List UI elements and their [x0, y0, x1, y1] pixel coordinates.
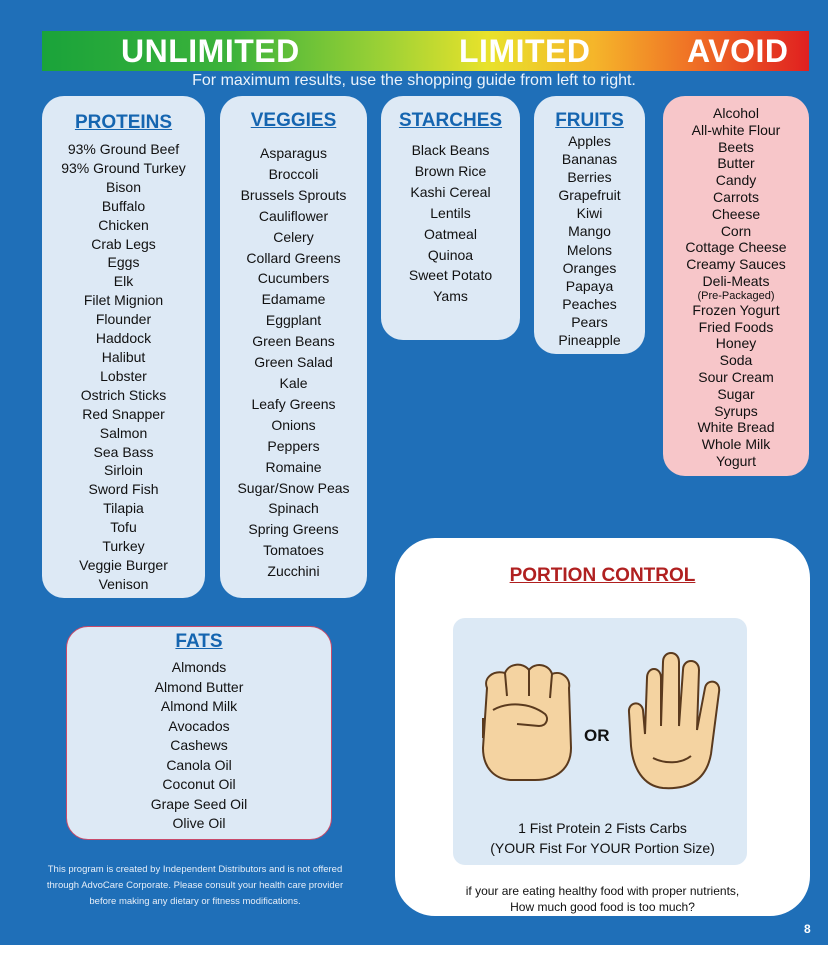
list-item: Frozen Yogurt — [692, 301, 780, 318]
list-item: Flounder — [95, 311, 152, 328]
list-item: Kale — [279, 374, 308, 391]
list-item: Green Salad — [254, 354, 333, 371]
list-item: Oranges — [562, 259, 617, 276]
list-item: Cheese — [711, 205, 761, 222]
list-item: Apples — [568, 133, 611, 149]
list-item: Spinach — [268, 500, 319, 517]
list-item: Onions — [271, 416, 316, 433]
limited-label: LIMITED — [459, 33, 591, 69]
list-item: Peppers — [267, 437, 320, 454]
list-item: Leafy Greens — [251, 395, 336, 412]
fruits-column — [534, 96, 645, 354]
list-item: All-white Flour — [691, 121, 781, 138]
list-item: Spring Greens — [248, 521, 339, 538]
disclaimer: This program is created by Independent Distributors and is not offered through AdvoCare Corporate. Please consult your health care provider before making any dietary or fitness modifications. — [46, 864, 344, 907]
portion-rule-line2: (YOUR Fist For YOUR Portion Size) — [490, 840, 715, 856]
list-item: Crab Legs — [91, 235, 156, 252]
list-item: Halibut — [101, 348, 146, 365]
fats-title: FATS — [175, 631, 223, 652]
list-item: Mango — [568, 223, 611, 240]
avoid-column — [663, 96, 809, 476]
starches-column — [381, 96, 520, 340]
proteins-title: PROTEINS — [74, 112, 173, 133]
list-item: Pears — [571, 313, 608, 330]
list-item: Ostrich Sticks — [80, 386, 167, 403]
list-item: Creamy Sauces — [686, 256, 786, 273]
fats-list — [67, 658, 331, 834]
list-item: Sword Fish — [88, 481, 159, 498]
list-item: Fried Foods — [698, 318, 774, 335]
list-item: Haddock — [95, 330, 152, 347]
list-item: Oatmeal — [424, 225, 477, 242]
list-item: Corn — [720, 222, 752, 239]
list-item: Chicken — [98, 216, 149, 233]
list-item: Filet Mignion — [83, 292, 164, 309]
portion-question-line1: if your are eating healthy food with proper nutrients, — [465, 884, 740, 898]
portion-control-title: PORTION CONTROL — [509, 565, 696, 586]
list-item: Tilapia — [103, 500, 144, 517]
list-item: Cauliflower — [258, 207, 329, 224]
list-item: Romaine — [265, 458, 322, 475]
unlimited-label: UNLIMITED — [121, 33, 300, 69]
list-item: Elk — [113, 273, 134, 290]
list-item: Lobster — [100, 367, 147, 384]
list-item: Eggplant — [265, 312, 322, 329]
list-item: Yams — [433, 288, 468, 305]
list-item: Olive Oil — [172, 815, 226, 831]
list-item: Yogurt — [716, 452, 756, 469]
category-gradient-bar — [42, 31, 809, 71]
list-item: Papaya — [565, 277, 614, 294]
list-item: Butter — [717, 155, 755, 172]
list-item: Kiwi — [576, 205, 603, 222]
list-item: Soda — [719, 352, 753, 369]
starches-list — [381, 140, 520, 307]
list-item: Cottage Cheese — [685, 239, 787, 256]
list-item: Kashi Cereal — [410, 183, 491, 200]
or-label: OR — [584, 726, 610, 745]
list-item: Sweet Potato — [408, 267, 493, 284]
list-item: Carrots — [713, 188, 759, 205]
list-item: Cashews — [170, 737, 228, 753]
list-item: Peaches — [562, 295, 617, 312]
fist-icon — [483, 665, 571, 780]
list-item: Cucumbers — [257, 270, 330, 287]
list-item: Sugar/Snow Peas — [237, 479, 350, 496]
list-item: Asparagus — [260, 145, 327, 161]
open-hand-icon — [629, 653, 719, 788]
list-item: 93% Ground Turkey — [61, 159, 186, 176]
list-item: Brussels Sprouts — [240, 186, 347, 203]
starches-title: STARCHES — [398, 110, 503, 131]
veggies-list — [220, 143, 367, 582]
list-item: Coconut Oil — [162, 776, 236, 792]
list-item: Almond Butter — [154, 678, 244, 695]
fats-column — [66, 626, 332, 840]
list-item: Honey — [715, 335, 757, 352]
list-item: Red Snapper — [82, 405, 165, 422]
list-item: Salmon — [99, 424, 148, 441]
list-item: Celery — [273, 228, 314, 245]
list-item: Almond Milk — [160, 698, 238, 714]
list-item: Black Beans — [411, 142, 490, 158]
list-item: Candy — [715, 172, 757, 189]
list-item: Deli-Meats — [702, 272, 770, 289]
avoid-list — [663, 105, 809, 470]
list-item: Broccoli — [268, 165, 319, 182]
list-item: 93% Ground Beef — [67, 141, 180, 157]
page-number: 8 — [804, 922, 811, 936]
list-item: Avocados — [168, 717, 230, 734]
list-item: Lentils — [430, 204, 471, 221]
list-item: Tomatoes — [263, 542, 324, 559]
list-item: Collard Greens — [246, 249, 341, 266]
veggies-column — [220, 96, 367, 598]
list-item: Eggs — [107, 254, 140, 271]
proteins-column — [42, 96, 205, 598]
list-item: Turkey — [102, 538, 145, 555]
portion-control-panel — [395, 538, 810, 916]
list-item: Quinoa — [427, 246, 474, 263]
list-item: White Bread — [697, 419, 775, 436]
list-item: Buffalo — [101, 197, 146, 214]
list-item: Green Beans — [252, 333, 335, 350]
list-item: Sour Cream — [698, 368, 774, 385]
list-item: Grapefruit — [558, 187, 621, 204]
list-item: Bananas — [561, 151, 618, 168]
list-item: Whole Milk — [701, 436, 771, 453]
veggies-title: VEGGIES — [250, 110, 337, 131]
list-item: Venison — [98, 575, 149, 592]
list-item: (Pre-Packaged) — [697, 289, 775, 302]
proteins-list — [42, 140, 205, 594]
portion-rule-line1: 1 Fist Protein 2 Fists Carbs — [518, 820, 687, 836]
list-item: Veggie Burger — [79, 556, 168, 573]
list-item: Grape Seed Oil — [150, 795, 248, 812]
list-item: Canola Oil — [166, 756, 232, 773]
list-item: Berries — [567, 169, 612, 186]
fruits-list — [534, 132, 645, 349]
list-item: Zucchini — [267, 563, 320, 580]
avoid-label: AVOID — [687, 33, 789, 69]
portion-question-line2: How much good food is too much? — [510, 900, 695, 914]
list-item: Brown Rice — [414, 162, 487, 179]
list-item: Pineapple — [558, 332, 621, 349]
list-item: Melons — [566, 241, 613, 258]
list-item: Edamame — [261, 291, 326, 308]
list-item: Tofu — [110, 519, 137, 536]
list-item: Almonds — [171, 659, 227, 675]
list-item: Alcohol — [713, 105, 759, 121]
list-item: Sea Bass — [93, 443, 154, 460]
list-item: Bison — [105, 178, 142, 195]
list-item: Beets — [718, 138, 754, 155]
list-item: Syrups — [714, 402, 758, 419]
subtitle: For maximum results, use the shopping guide from left to right. — [192, 72, 636, 89]
list-item: Sirloin — [104, 462, 143, 479]
fruits-title: FRUITS — [555, 110, 624, 131]
list-item: Sugar — [717, 385, 755, 402]
